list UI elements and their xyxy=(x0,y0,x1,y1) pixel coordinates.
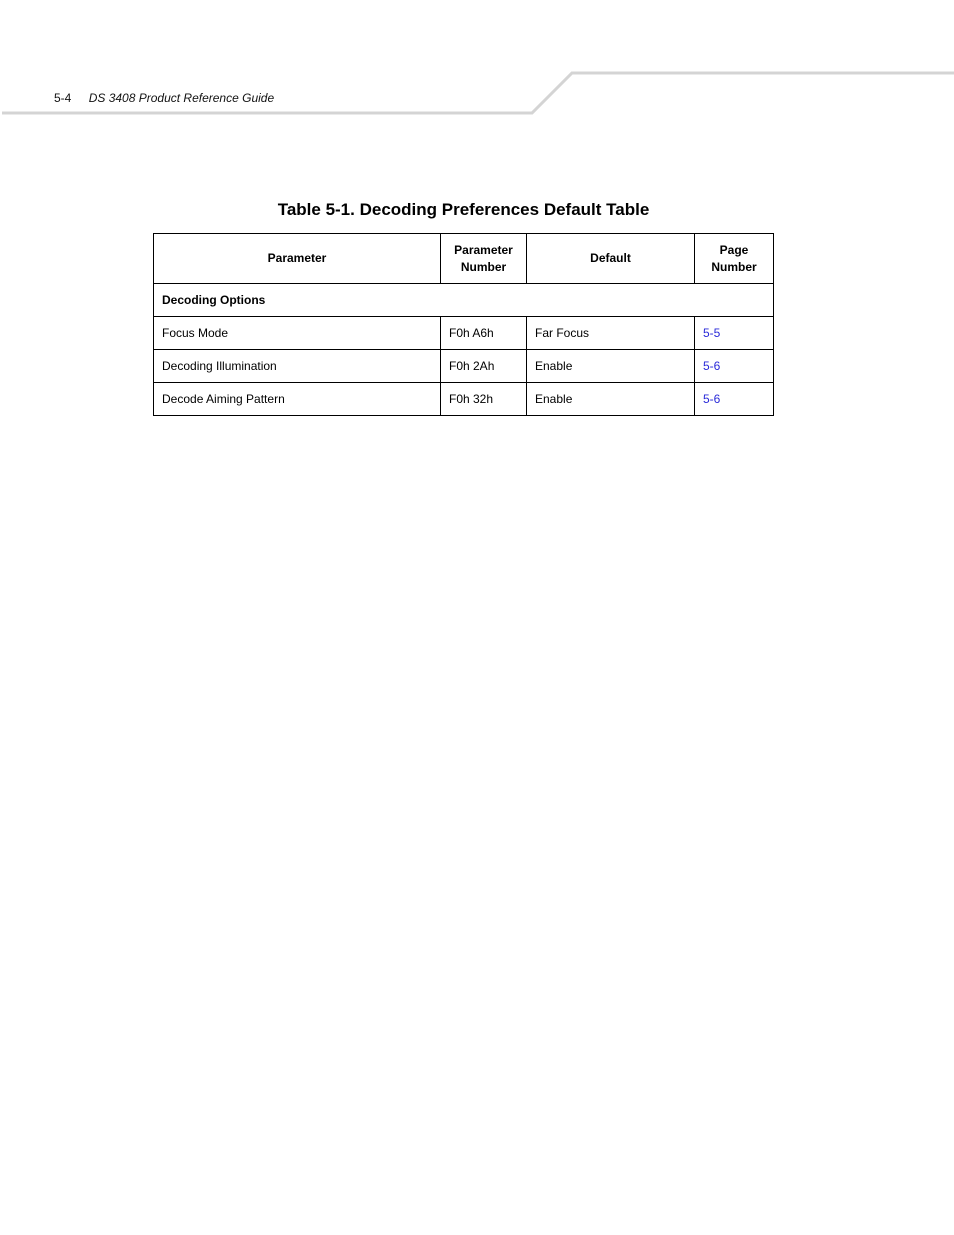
cell-parameter: Focus Mode xyxy=(154,317,441,350)
guide-title: DS 3408 Product Reference Guide xyxy=(88,91,275,105)
table-header-row xyxy=(154,234,774,284)
cell-parameter-number: F0h 2Ah xyxy=(441,350,527,383)
cell-page xyxy=(695,383,774,416)
header-rule xyxy=(0,0,954,130)
table-row xyxy=(154,317,774,350)
cell-default: Far Focus xyxy=(527,317,695,350)
cell-page xyxy=(695,350,774,383)
page-link[interactable]: 5-5 xyxy=(703,326,721,340)
running-head xyxy=(54,91,274,105)
group-row xyxy=(154,284,774,317)
cell-default: Enable xyxy=(527,383,695,416)
page-number: 5-4 xyxy=(54,91,72,105)
group-label: Decoding Options xyxy=(154,284,774,317)
header-default: Default xyxy=(527,234,695,284)
page-link[interactable]: 5-6 xyxy=(703,392,721,406)
cell-parameter: Decode Aiming Pattern xyxy=(154,383,441,416)
cell-page xyxy=(695,317,774,350)
header-parameter-number-label: Parameter Number xyxy=(454,242,513,274)
table-row xyxy=(154,383,774,416)
cell-default: Enable xyxy=(527,350,695,383)
table-title: Table 5-1. Decoding Preferences Default Table xyxy=(277,200,650,219)
cell-parameter-number: F0h A6h xyxy=(441,317,527,350)
header-page-number-label: Page Number xyxy=(711,242,757,274)
page-link[interactable]: 5-6 xyxy=(703,359,721,373)
decoding-preferences-table xyxy=(153,233,774,416)
header-parameter: Parameter xyxy=(154,234,441,284)
header-page-number xyxy=(695,234,774,284)
cell-parameter-number: F0h 32h xyxy=(441,383,527,416)
table-row xyxy=(154,350,774,383)
cell-parameter: Decoding Illumination xyxy=(154,350,441,383)
header-parameter-number xyxy=(441,234,527,284)
